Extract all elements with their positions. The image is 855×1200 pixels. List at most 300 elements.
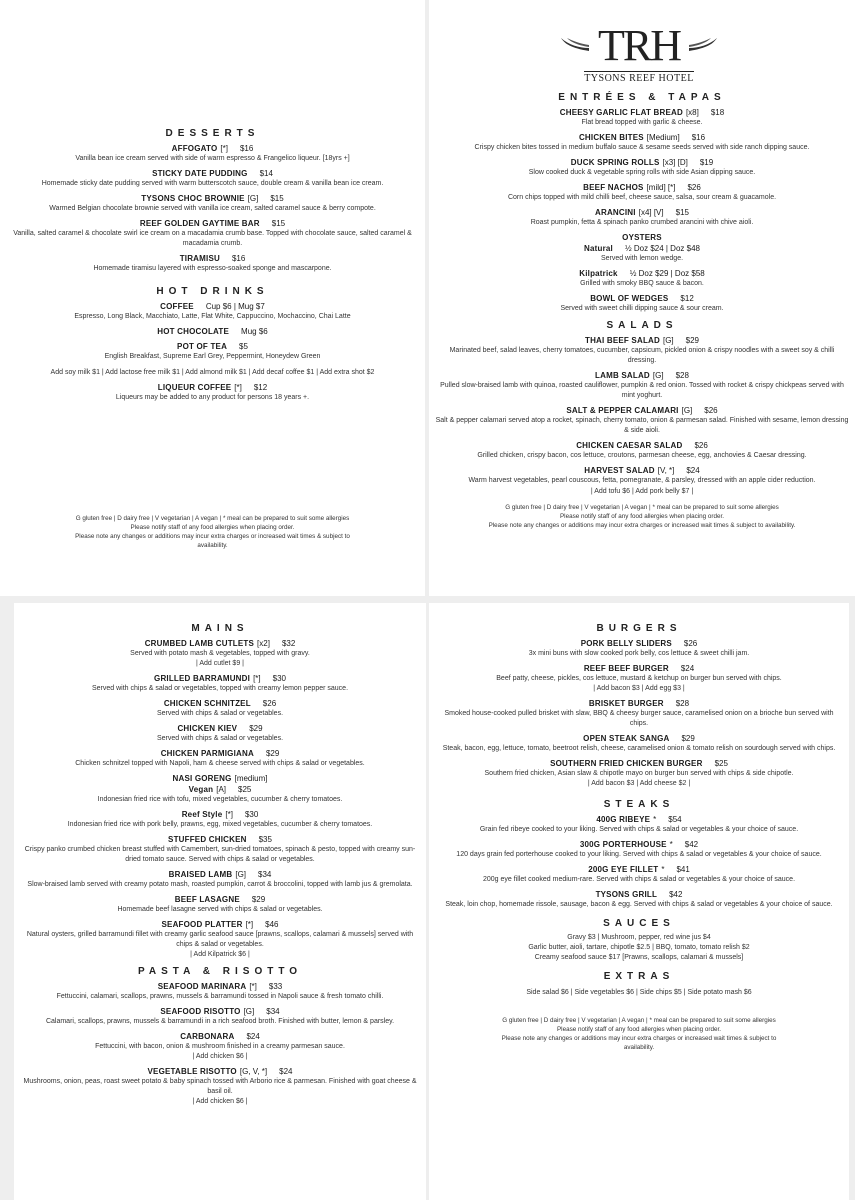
item-tag: [x3] [D] (662, 158, 688, 167)
item-header (435, 405, 849, 416)
menu-item (435, 889, 843, 910)
pasta-list (20, 981, 420, 1107)
item-price: $41 (676, 865, 690, 874)
menu-page-entrees (429, 0, 855, 596)
sauces-title: SAUCES (603, 918, 675, 929)
item-name: SOUTHERN FRIED CHICKEN BURGER (550, 759, 703, 768)
item-name: VEGETABLE RISOTTO (147, 1067, 237, 1076)
item-description: Served with chips & salad or vegetables. (156, 710, 284, 717)
menu-item (20, 698, 420, 719)
item-price: $16 (231, 254, 246, 263)
sauces-line-2: Garlic butter, aioli, tartare, chipotle $2.5 | BBQ, tomato, tomato relish $2 (528, 944, 750, 951)
item-description: Chicken schnitzel topped with Napoli, ham & cheese served with chips & salad or vegetables. (75, 760, 365, 767)
item-name: NASI GORENG (172, 774, 232, 783)
item-description: Pulled slow-braised lamb with quinoa, roasted cauliflower, pumpkin & red onion. Tossed with rocket & crispy chickpeas served with mint yoghurt. (440, 382, 844, 399)
item-name: REEF GOLDEN GAYTIME BAR (139, 219, 260, 228)
item-header (435, 638, 843, 649)
item-header (6, 253, 419, 264)
menu-item (435, 839, 843, 860)
item-header (20, 698, 420, 709)
item-name: 400G RIBEYE (596, 815, 651, 824)
menu-item (20, 1006, 420, 1027)
item-header (435, 335, 849, 346)
item-price: $46 (265, 920, 279, 929)
item-header (435, 839, 843, 850)
item-name: CHICKEN SCHNITZEL (163, 699, 251, 708)
item-tag: [x4] [V] (638, 208, 664, 217)
menu-item (20, 638, 420, 669)
menu-item-wedges (435, 293, 849, 314)
menu-item (20, 723, 420, 744)
item-name: POT OF TEA (177, 342, 228, 351)
item-description: Warmed Belgian chocolate brownie served with vanilla ice cream, salted caramel sauce & berry compote. (49, 205, 376, 212)
item-tag: [*] (245, 920, 254, 929)
item-price: $29 (249, 724, 263, 733)
item-addon: | Add chicken $6 | (192, 1053, 248, 1060)
menu-item (435, 638, 843, 659)
steaks-list (435, 814, 843, 910)
item-header (20, 723, 420, 734)
logo-hotel-name: TYSONS REEF HOTEL (584, 73, 694, 84)
item-header (435, 107, 849, 118)
menu-item (435, 370, 849, 401)
menu-item (6, 168, 419, 189)
milk-addons: Add soy milk $1 | Add lactose free milk $1 | Add almond milk $1 | Add decaf coffee $1 | Add extra shot $2 (50, 369, 375, 376)
item-tag: [G] (235, 870, 247, 879)
item-header (20, 748, 420, 759)
item-price: $26 (694, 441, 708, 450)
item-price: $26 (704, 406, 718, 415)
allergy-footer (435, 1016, 843, 1052)
menu-item (435, 207, 849, 228)
item-name: BRAISED LAMB (168, 870, 233, 879)
item-header (20, 894, 420, 905)
item-description: Beef patty, cheese, pickles, cos lettuce, mustard & ketchup on burger bun served with chips. (496, 675, 782, 682)
menu-item (20, 894, 420, 915)
nasi-reef-desc: Indonesian fried rice with pork belly, prawns, egg, mixed vegetables, cucumber & cherry tomatoes. (67, 821, 373, 828)
item-name: CHICKEN BITES (578, 133, 644, 142)
menu-item (435, 107, 849, 128)
item-name: CHEESY GARLIC FLAT BREAD (559, 108, 683, 117)
item-price: $29 (251, 895, 266, 904)
item-addon: | Add bacon $3 | Add egg $3 | (593, 685, 685, 692)
item-addon: | Add chicken $6 | (192, 1098, 248, 1105)
item-header (6, 168, 419, 179)
item-price: $19 (699, 158, 714, 167)
menu-item-oysters (435, 232, 849, 289)
item-description: Served with potato mash & vegetables, topped with gravy. (130, 650, 310, 657)
item-name: SEAFOOD PLATTER (161, 920, 243, 929)
menu-item (6, 326, 419, 337)
item-header (6, 193, 419, 204)
item-header (6, 218, 419, 229)
changes-notice: Please note any changes or additions may incur extra charges or increased wait times & subject to availability. (501, 1035, 777, 1051)
item-description: Served with chips & salad or vegetables. (156, 735, 284, 742)
item-price: $33 (268, 982, 283, 991)
item-description: Calamari, scallops, prawns, mussels & barramundi in a rich seafood broth. Finished with butter, lemon & parsley. (45, 1018, 395, 1025)
item-name: PORK BELLY SLIDERS (580, 639, 672, 648)
entrees-list (435, 107, 849, 228)
item-name: BRISKET BURGER (588, 699, 664, 708)
item-name: 200G EYE FILLET (588, 865, 659, 874)
item-name: TYSONS GRILL (595, 890, 658, 899)
allergy-notice: Please notify staff of any food allergies when placing order. (556, 1026, 722, 1033)
item-name: STICKY DATE PUDDING (152, 169, 248, 178)
item-header (435, 758, 843, 769)
item-price: $12 (253, 383, 268, 392)
item-description: Slow-braised lamb served with creamy potato mash, roasted pumpkin, carrot & broccolini, topped with lamb jus & gremolata. (27, 881, 413, 888)
item-price: $14 (259, 169, 273, 178)
item-tag: * (669, 840, 673, 849)
item-description: Served with sweet chilli dipping sauce & sour cream. (560, 305, 724, 312)
mains-section (14, 615, 426, 1111)
salads-list (435, 335, 849, 486)
mains-list (20, 638, 420, 769)
allergy-key: G gluten free | D dairy free | V vegetarian | A vegan | * meal can be prepared to suit some allergies (505, 504, 779, 511)
item-description: Grain fed ribeye cooked to your liking. Served with chips & salad or vegetables & your choice of sauce. (479, 826, 799, 833)
entrees-section (429, 84, 855, 530)
item-price: $15 (271, 219, 286, 228)
nasi-vegan-tag: [A] (216, 785, 226, 794)
item-description: Steak, bacon, egg, lettuce, tomato, beetroot relish, cheese, caramelised onion & tomato relish on sourdough served with chips. (442, 745, 836, 752)
menu-item (435, 864, 843, 885)
item-name: ARANCINI (595, 208, 636, 217)
item-name: LAMB SALAD (595, 371, 650, 380)
item-name: BOWL OF WEDGES (590, 294, 669, 303)
changes-notice: Please note any changes or additions may incur extra charges or increased wait times & subject to availability. (75, 533, 350, 549)
item-description: Slow cooked duck & vegetable spring rolls with side Asian dipping sauce. (528, 169, 756, 176)
item-tag: [*] (234, 383, 242, 392)
item-tag: [G] (243, 1007, 255, 1016)
oyster-natural-price: ½ Doz $24 | Doz $48 (624, 244, 700, 253)
sauces-line-1: Gravy $3 | Mushroom, pepper, red wine jus $4 (567, 934, 711, 941)
item-description: 3x mini buns with slow cooked pork belly, cos lettuce & sweet chilli jam. (528, 650, 750, 657)
item-description: Espresso, Long Black, Macchiato, Latte, Flat White, Cappuccino, Mochaccino, Chai Latte (74, 313, 351, 320)
item-price: $35 (258, 835, 272, 844)
item-name: BEEF NACHOS (583, 183, 644, 192)
item-price: $34 (258, 870, 272, 879)
item-name: GRILLED BARRAMUNDI (154, 674, 251, 683)
menu-item (435, 663, 843, 694)
item-description: Warm harvest vegetables, pearl couscous, fetta, pomegranate, & parsley, dressed with an apple cider reduction. (468, 477, 816, 484)
item-header (435, 182, 849, 193)
item-description: Grilled chicken, crispy bacon, cos lettuce, croutons, parmesan cheese, egg, anchovies & Caesar dressing. (477, 452, 807, 459)
item-header (435, 465, 849, 476)
item-header (435, 440, 849, 451)
item-price: $18 (710, 108, 725, 117)
item-description: 200g eye fillet cooked medium-rare. Served with chips & salad or vegetables & your choice of sauce. (482, 876, 796, 883)
item-name: HOT CHOCOLATE (157, 327, 230, 336)
item-price: $15 (675, 208, 689, 217)
item-name: SEAFOOD RISOTTO (160, 1007, 241, 1016)
pasta-title: PASTA & RISOTTO (137, 966, 303, 977)
item-tag: [x2] (257, 639, 270, 648)
item-tag: [mild] [*] (646, 183, 676, 192)
entrees-title: ENTRÉES & TAPAS (558, 92, 726, 103)
item-header (435, 733, 843, 744)
item-description: 120 days grain fed porterhouse cooked to your liking. Served with chips & salad or vegetables & your choice of sauce. (456, 851, 822, 858)
menu-item (6, 253, 419, 274)
item-header (6, 326, 419, 337)
desserts-section (0, 120, 425, 407)
changes-notice: Please note any changes or additions may incur extra charges or increased wait times & subject to availability. (488, 522, 796, 529)
item-price: $25 (714, 759, 728, 768)
menu-item (435, 405, 849, 436)
oyster-natural-name: Natural (584, 244, 613, 253)
menu-item (435, 465, 849, 486)
oyster-natural-desc: Served with lemon wedge. (600, 255, 684, 262)
menu-item-nasi-goreng (20, 773, 420, 830)
item-price: $28 (675, 371, 689, 380)
menu-item (435, 157, 849, 178)
mains-title: MAINS (191, 623, 249, 634)
burgers-title: BURGERS (596, 623, 682, 634)
item-header (20, 869, 420, 880)
item-price: $42 (669, 890, 683, 899)
menu-item (6, 341, 419, 362)
desserts-title: DESSERTS (165, 128, 260, 139)
item-name: BEEF LASAGNE (174, 895, 240, 904)
item-header (435, 157, 849, 168)
item-description: Crispy chicken bites tossed in medium buffalo sauce & sesame seeds served with side ranch dipping sauce. (474, 144, 810, 151)
allergy-footer (435, 503, 849, 530)
item-price: $16 (691, 133, 706, 142)
item-description: Liqueurs may be added to any product for persons 18 years +. (115, 394, 310, 401)
menu-item (20, 1031, 420, 1062)
menu-item-liqueur-coffee (6, 382, 419, 403)
menu-item (20, 673, 420, 694)
allergy-footer (0, 514, 425, 550)
item-price: $29 (265, 749, 280, 758)
item-price: $42 (684, 840, 699, 849)
item-name: AFFOGATO (171, 144, 218, 153)
item-description: Vanilla bean ice cream served with side of warm espresso & Frangelico liqueur. [18yrs +] (75, 155, 350, 162)
item-name: THAI BEEF SALAD (584, 336, 660, 345)
menu-item (20, 834, 420, 865)
item-name: HARVEST SALAD (584, 466, 655, 475)
item-price: $30 (272, 674, 286, 683)
item-description: Corn chips topped with mild chilli beef, cheese sauce, salsa, sour cream & guacamole. (507, 194, 777, 201)
menu-item (435, 335, 849, 366)
item-tag: [x8] (685, 108, 699, 117)
item-name: CHICKEN PARMIGIANA (160, 749, 254, 758)
item-tag: [G] (681, 406, 693, 415)
item-description: English Breakfast, Supreme Earl Grey, Peppermint, Honeydew Green (104, 353, 321, 360)
item-header (435, 698, 843, 709)
item-name: CHICKEN KIEV (177, 724, 238, 733)
item-name: DUCK SPRING ROLLS (570, 158, 660, 167)
item-name: TIRAMISU (179, 254, 220, 263)
item-price: $16 (239, 144, 254, 153)
nasi-reef-tag: [*] (225, 810, 233, 819)
item-addon: | Add Kilpatrick $6 | (190, 951, 250, 958)
burgers-list (435, 638, 843, 789)
item-header (20, 638, 420, 649)
item-tag: * (661, 865, 665, 874)
hot-drinks-list (6, 301, 419, 362)
mains-list-continued (20, 834, 420, 960)
item-tag: [G] (652, 371, 664, 380)
extras-title: EXTRAS (603, 971, 675, 982)
extras-line: Side salad $6 | Side vegetables $6 | Side chips $5 | Side potato mash $6 (526, 989, 752, 996)
allergy-notice: Please notify staff of any food allergies when placing order. (130, 524, 295, 531)
menu-item (435, 182, 849, 203)
menu-item (20, 1066, 420, 1107)
item-description: Steak, loin chop, homemade rissole, sausage, bacon & egg. Served with chips & salad or vegetables & your choice of sauce. (445, 901, 833, 908)
item-tag: [medium] (234, 774, 268, 783)
item-tag: [G] (662, 336, 674, 345)
item-name: LIQUEUR COFFEE (157, 383, 232, 392)
item-price: $29 (685, 336, 700, 345)
item-price: $34 (266, 1007, 280, 1016)
menu-item (6, 143, 419, 164)
item-tag: [Medium] (646, 133, 680, 142)
item-header (435, 864, 843, 875)
item-price: Mug $6 (241, 327, 268, 336)
item-description: Homemade sticky date pudding served with warm butterscotch sauce, double cream & vanilla bean ice cream. (41, 180, 384, 187)
item-description: Fettuccini, calamari, scallops, prawns, mussels & barramundi tossed in Napoli sauce & fresh tomato chilli. (56, 993, 384, 1000)
item-description: Crispy panko crumbed chicken breast stuffed with Camembert, sun-dried tomatoes, spinach & pesto, topped with creamy sun-dried tomato sauce. Served with chips & salad or vegetables. (24, 846, 416, 863)
menu-item (435, 814, 843, 835)
item-name: CHICKEN CAESAR SALAD (576, 441, 683, 450)
item-addon: | Add cutlet $9 | (195, 660, 244, 667)
item-header (20, 834, 420, 845)
item-price: $26 (687, 183, 701, 192)
item-description: Homemade beef lasagne served with chips & salad or vegetables. (117, 906, 323, 913)
item-header (6, 143, 419, 154)
salads-title: SALADS (606, 320, 678, 331)
item-header (6, 301, 419, 312)
item-description: Fettuccini, with bacon, onion & mushroom finished in a creamy parmesan sauce. (95, 1043, 345, 1050)
item-tag: [*] (220, 144, 228, 153)
item-price: $24 (686, 466, 700, 475)
item-price: $24 (279, 1067, 293, 1076)
menu-item (20, 869, 420, 890)
oyster-kilpatrick-desc: Grilled with smoky BBQ sauce & bacon. (580, 280, 704, 287)
item-name: CRUMBED LAMB CUTLETS (144, 639, 255, 648)
item-tag: [*] (249, 982, 257, 991)
steaks-title: STEAKS (603, 799, 675, 810)
nasi-reef-name: Reef Style (181, 810, 223, 819)
hot-drinks-title: HOT DRINKS (156, 286, 269, 297)
item-header (435, 207, 849, 218)
menu-item (435, 440, 849, 461)
allergy-notice: Please notify staff of any food allergies when placing order. (559, 513, 725, 520)
item-description: Mushrooms, onion, peas, roast sweet potato & baby spinach tossed with Arborio rice & parmesan. Finished with goat cheese & basil oil. (23, 1078, 417, 1095)
item-header (435, 889, 843, 900)
item-name: 300G PORTERHOUSE (579, 840, 667, 849)
item-name: OYSTERS (622, 233, 662, 242)
menu-item (6, 301, 419, 322)
menu-item (20, 919, 420, 960)
item-price: $26 (262, 699, 277, 708)
salad-addons: | Add tofu $6 | Add pork belly $7 | (590, 488, 694, 495)
nasi-vegan-desc: Indonesian fried rice with tofu, mixed vegetables, cucumber & cherry tomatoes. (97, 796, 343, 803)
allergy-key: G gluten free | D dairy free | V vegetarian | A vegan | * meal can be prepared to suit some allergies (75, 515, 350, 522)
item-addon: | Add bacon $3 | Add cheese $2 | (587, 780, 691, 787)
menu-item (435, 132, 849, 153)
item-name: OPEN STEAK SANGA (583, 734, 670, 743)
item-name: TYSONS CHOC BROWNIE (141, 194, 245, 203)
item-name: CARBONARA (180, 1032, 235, 1041)
burgers-section (429, 615, 849, 1052)
item-price: Cup $6 | Mug $7 (205, 302, 265, 311)
item-name: STUFFED CHICKEN (168, 835, 247, 844)
item-header (435, 663, 843, 674)
nasi-vegan-price: $25 (238, 785, 252, 794)
menu-item (20, 748, 420, 769)
item-tag: [G] (247, 194, 259, 203)
menu-item (435, 698, 843, 729)
oyster-kilpatrick-name: Kilpatrick (579, 269, 618, 278)
item-name: SEAFOOD MARINARA (157, 982, 247, 991)
item-price: $24 (246, 1032, 260, 1041)
nasi-vegan-name: Vegan (188, 785, 214, 794)
item-description: Smoked house-cooked pulled brisket with slaw, BBQ & cheesy burger sauce, caramelised onion on a brioche bun served with chips. (444, 710, 834, 727)
item-tag: [G, V, *] (239, 1067, 268, 1076)
allergy-key: G gluten free | D dairy free | V vegetarian | A vegan | * meal can be prepared to suit some allergies (502, 1017, 776, 1024)
item-header (20, 919, 420, 930)
menu-item (6, 193, 419, 214)
menu-page-mains (14, 603, 426, 1200)
item-description: Served with chips & salad or vegetables, topped with creamy lemon pepper sauce. (91, 685, 349, 692)
item-description: Homemade tiramisu layered with espresso-soaked sponge and mascarpone. (93, 265, 332, 272)
item-tag: [*] (253, 674, 261, 683)
item-tag: [V, *] (657, 466, 675, 475)
item-price: $32 (281, 639, 296, 648)
item-header (6, 341, 419, 352)
item-price: $29 (681, 734, 695, 743)
menu-page-desserts (0, 0, 425, 596)
item-tag: * (653, 815, 657, 824)
item-header (435, 132, 849, 143)
item-price: $15 (270, 194, 284, 203)
item-header (20, 1031, 420, 1042)
item-price: $28 (675, 699, 690, 708)
item-header (20, 673, 420, 684)
menu-item (435, 758, 843, 789)
oyster-kilpatrick-price: ½ Doz $29 | Doz $58 (629, 269, 705, 278)
logo-monogram: TRH (598, 21, 680, 70)
item-price: $5 (239, 342, 248, 351)
item-description: Marinated beef, salad leaves, cherry tomatoes, cucumber, capsicum, pickled onion & crispy noodles with a sweet soy & chilli dressing. (449, 347, 835, 364)
item-description: Salt & pepper calamari served atop a rocket, spinach, cherry tomato, onion & parmesan salad. Finished with sesame, lemon dressing & side aioli. (435, 417, 849, 434)
item-description: Roast pumpkin, fetta & spinach panko crumbed arancini with chive aioli. (530, 219, 754, 226)
sauces-line-3: Creamy seafood sauce $17 [Prawns, scallops, calamari & mussels] (534, 954, 744, 961)
menu-page-burgers (429, 603, 849, 1200)
item-header (20, 981, 420, 992)
menu-item (20, 981, 420, 1002)
menu-item (6, 218, 419, 249)
item-header (20, 1006, 420, 1017)
item-name: REEF BEEF BURGER (583, 664, 669, 673)
item-description: Southern fried chicken, Asian slaw & chipotle mayo on burger bun served with chips & side chipotle. (484, 770, 794, 777)
nasi-reef-price: $30 (244, 810, 259, 819)
item-price: $12 (680, 294, 694, 303)
hotel-logo (559, 21, 719, 88)
item-description: Natural oysters, grilled barramundi fillet with creamy garlic seafood sauce [prawns, scallops, calamari & mussels] served with chips & salad or vegetables. (26, 931, 414, 948)
item-name: COFFEE (160, 302, 194, 311)
item-price: $26 (683, 639, 698, 648)
item-description: Flat bread topped with garlic & cheese. (581, 119, 703, 126)
item-name: SALT & PEPPER CALAMARI (566, 406, 679, 415)
item-header (435, 814, 843, 825)
item-header (20, 1066, 420, 1077)
menu-item (435, 733, 843, 754)
item-price: $24 (680, 664, 695, 673)
desserts-list (6, 143, 419, 274)
item-header (435, 370, 849, 381)
